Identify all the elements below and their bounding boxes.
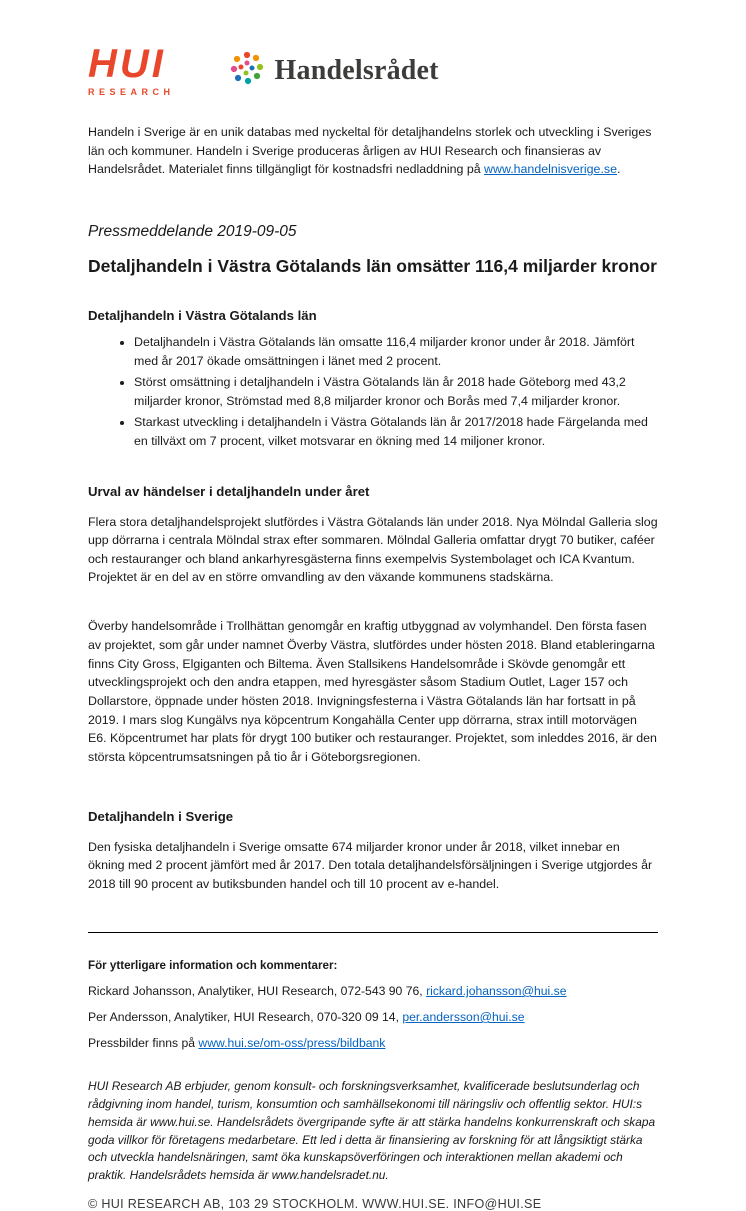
contact-text: Per Andersson, Analytiker, HUI Research, 070-320 09 14, bbox=[88, 1009, 403, 1024]
contact-text: Pressbilder finns på bbox=[88, 1035, 199, 1050]
section-heading-handelser: Urval av händelser i detaljhandeln under året bbox=[88, 483, 370, 499]
intro-paragraph bbox=[88, 123, 658, 179]
bullet-list bbox=[88, 333, 658, 454]
contact-line bbox=[88, 984, 658, 998]
bullet-item: • Starkast utveckling i detaljhandeln i Västra Götalands län år 2017/2018 hade Färgelanda med en tillväxt om 7 procent, vilket motsvarar en ökning med 14 miljoner kronor. bbox=[134, 413, 658, 450]
company-boilerplate: HUI Research AB erbjuder, genom konsult- och forskningsverksamhet, kvalificerade beslutsunderlag och rådgivning inom handel, turism, konsumtion och samhällsekonomi till näringsliv och offentlig sektor. HUI:s hemsida är www.hui.se. Handelsrådets övergripande syfte är att stärka handelns konkurrenskraft och skapa goda villkor för företagens medarbetare. Ett led i detta är finansiering av forskning för att långsiktigt stärka och utveckla handelsnäringen, samt öka kunskapsöverföringen och interaktionen mellan akademi och praktik. Handelsrådets hemsida är www.handelsradet.nu. bbox=[88, 1078, 656, 1183]
bullet-item: • Störst omsättning i detaljhandeln i Västra Götalands län år 2018 hade Göteborg med 43,2 miljarder kronor, Strömstad med 8,8 miljarder kronor och Borås med 7,4 miljarder kronor. bbox=[134, 373, 658, 410]
intro-link[interactable]: www.handelnisverige.se bbox=[484, 162, 617, 177]
intro-suffix: . bbox=[616, 162, 621, 177]
pressmeddelande-heading: Pressmeddelande 2019-09-05 bbox=[88, 223, 297, 241]
handelsradet-logo-text: Handelsrådet bbox=[274, 54, 439, 86]
contact-line bbox=[88, 1010, 658, 1024]
hui-logo-subtext: RESEARCH bbox=[88, 87, 175, 97]
section-heading-vastra-gotaland: Detaljhandeln i Västra Götalands län bbox=[88, 307, 317, 323]
bullet-item: • Detaljhandeln i Västra Götalands län omsatte 116,4 miljarder kronor under år 2018. Jämfört med år 2017 ökade omsättningen i länet med 2 procent. bbox=[134, 333, 658, 370]
hui-research-logo bbox=[88, 44, 175, 97]
divider-line bbox=[88, 932, 658, 933]
intro-text: Handeln i Sverige är en unik databas med nyckeltal för detaljhandelns storlek och utveckling i Sveriges län och kommuner. Handeln i Sverige produceras årligen av HUI Research och finansieras av Handelsrådet. Materialet finns tillgängligt för kostnadsfri nedladdning på bbox=[88, 125, 652, 177]
hui-logo-text: HUI bbox=[88, 42, 166, 86]
handelsradet-flower-icon bbox=[227, 48, 267, 93]
handelsradet-logo bbox=[227, 48, 439, 93]
paragraph-molndal: Flera stora detaljhandelsprojekt slutfördes i Västra Götalands län under 2018. Nya Mölndal Galleria slog upp dörrarna i centrala Mölndal strax efter sommaren. Mölndal Galleria omfattar drygt 70 butiker, caféer och restauranger och bland ankarhyresgästerna finns exempelvis Systembolaget och ICA Kvantum. Projektet är en del av en större omvandling av den växande kommunens stadskärna. bbox=[88, 514, 658, 585]
contact-email-link[interactable]: per.andersson@hui.se bbox=[402, 1009, 525, 1024]
page-title: Detaljhandeln i Västra Götalands län omsätter 116,4 miljarder kronor bbox=[88, 256, 657, 277]
contact-line bbox=[88, 1036, 658, 1050]
paragraph-overby: Överby handelsområde i Trollhättan genomgår en kraftig utbyggnad av volymhandel. Den första fasen av projektet, som går under namnet Överby Västra, slutfördes under hösten 2018. Bland etableringarna finns City Gross, Elgiganten och Biltema. Även Stallsikens Handelsområde i Skövde genomgår ett utvecklingsprojekt och den andra etappen, med hyresgäster såsom Stadium Outlet, Lager 157 och Dollarstore, öppnade under hösten 2018. Invigningsfesterna i Västra Götalands län har fortsatt in på 2019. I mars slog Kungälvs nya köpcentrum Kongahälla Center upp dörrarna, strax intill motorvägen E6. Köpcentrumet har plats för drygt 100 butiker och restauranger. Projektet, som inleddes 2016, är den största köpcentrumsatsningen på tio år i Göteborgsregionen. bbox=[88, 619, 657, 764]
page-footer: © HUI RESEARCH AB, 103 29 STOCKHOLM. WWW.HUI.SE. INFO@HUI.SE bbox=[88, 1196, 542, 1211]
contact-email-link[interactable]: rickard.johansson@hui.se bbox=[426, 983, 567, 998]
contact-text: Rickard Johansson, Analytiker, HUI Research, 072-543 90 76, bbox=[88, 983, 427, 998]
paragraph-sverige: Den fysiska detaljhandeln i Sverige omsatte 674 miljarder kronor under år 2018, vilket innebar en ökning med 2 procent jämfört med år 2017. Den totala detaljhandelsförsäljningen i Sverige utgjordes år 2018 till 90 procent av butiksbunden handel och till 10 procent av e-handel. bbox=[88, 839, 653, 891]
section-heading-sverige: Detaljhandeln i Sverige bbox=[88, 808, 234, 824]
header-logos bbox=[88, 44, 658, 97]
pressbilder-link[interactable]: www.hui.se/om-oss/press/bildbank bbox=[198, 1035, 386, 1050]
contact-heading: För ytterligare information och kommentarer: bbox=[88, 958, 338, 972]
